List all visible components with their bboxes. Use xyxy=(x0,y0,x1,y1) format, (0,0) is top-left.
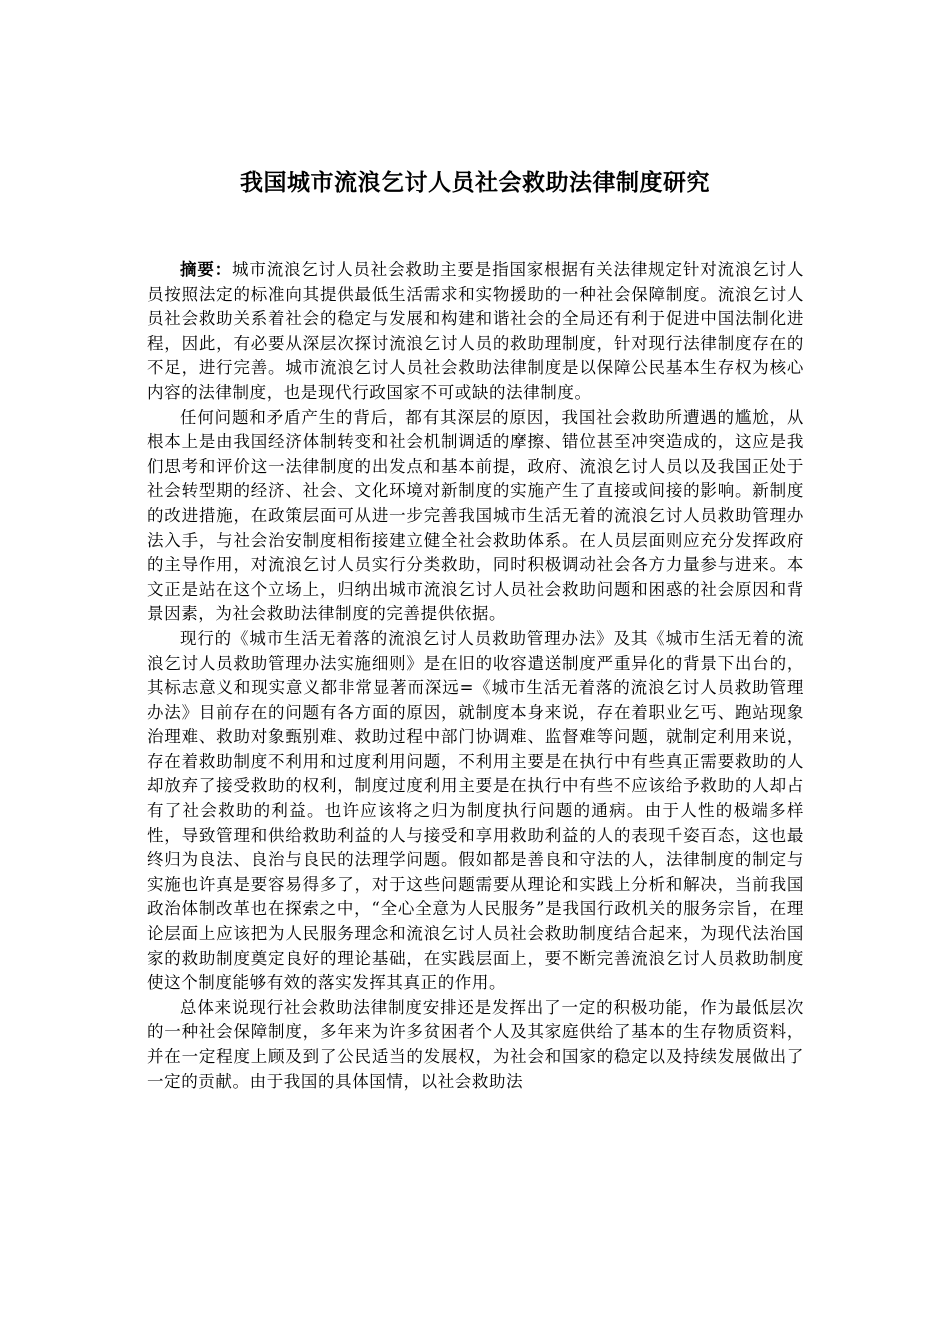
abstract-text: 城市流浪乞讨人员社会救助主要是指国家根据有关法律规定针对流浪乞讨人员按照法定的标准向其提供最低生活需求和实物援助的一种社会保障制度。流浪乞讨人员社会救助关系着社会的稳定与发展和构建和谐社会的全局还有利于促进中国法制化进程，因此，有必要从深层次探讨流浪乞讨人员的救助理制度，针对现行法律制度存在的不足，进行完善。城市流浪乞讨人员社会救助法律制度是以保障公民基本生存权为核心内容的法律制度，也是现代行政国家不可或缺的法律制度。 xyxy=(147,260,804,402)
document-title: 我国城市流浪乞讨人员社会救助法律制度研究 xyxy=(240,170,710,196)
document-body xyxy=(147,258,804,1094)
abstract-label: 摘要： xyxy=(180,260,233,279)
body-paragraph-1: 任何问题和矛盾产生的背后，都有其深层的原因，我国社会救助所遭遇的尴尬，从根本上是由我国经济体制转变和社会机制调适的摩擦、错位甚至冲突造成的，这应是我们思考和评价这一法律制度的出发点和基本前提，政府、流浪乞讨人员以及我国正处于社会转型期的经济、社会、文化环境对新制度的实施产生了直接或间接的影响。新制度的改进措施，在政策层面可从进一步完善我国城市生活无着的流浪乞讨人员救助管理办法入手，与社会治安制度相衔接建立健全社会救助体系。在人员层面则应充分发挥政府的主导作用，对流浪乞讨人员实行分类救助，同时积极调动社会各方力量参与进来。本文正是站在这个立场上，归纳出城市流浪乞讨人员社会救助问题和困惑的社会原因和背景因素，为社会救助法律制度的完善提供依据。 xyxy=(147,407,804,624)
body-paragraph-2: 现行的《城市生活无着落的流浪乞讨人员救助管理办法》及其《城市生活无着的流浪乞讨人员救助管理办法实施细则》是在旧的收容遣送制度严重异化的背景下出台的，其标志意义和现实意义都非常显著而深远=《城市生活无着落的流浪乞讨人员救助管理办法》目前存在的问题有各方面的原因，就制度本身来说，存在着职业乞丐、跑站现象治理难、救助对象甄别难、救助过程中部门协调难、监督难等问题，就制定利用来说，存在着救助制度不利用和过度利用问题，不利用主要是在执行中有些真正需要救助的人却放弃了接受救助的权利，制度过度利用主要是在执行中有些不应该给予救助的人却占有了社会救助的利益。也许应该将之归为制度执行问题的通病。由于人性的极端多样性，导致管理和供给救助利益的人与接受和享用救助利益的人的表现千姿百态，这也最终归为良法、良治与良民的法理学问题。假如都是善良和守法的人，法律制度的制定与实施也许真是要容易得多了，对于这些问题需要从理论和实践上分析和解决，当前我国政治体制改革也在探索之中，“全心全意为人民服务”是我国行政机关的服务宗旨，在理论层面上应该把为人民服务理念和流浪乞讨人员社会救助制度结合起来，为现代法治国家的救助制度奠定良好的理论基础，在实践层面上，要不断完善流浪乞讨人员救助制度使这个制度能够有效的落实发挥其真正的作用。 xyxy=(147,628,804,993)
body-paragraph-3: 总体来说现行社会救助法律制度安排还是发挥出了一定的积极功能，作为最低层次的一种社会保障制度，多年来为许多贫困者个人及其家庭供给了基本的生存物质资料，并在一定程度上顾及到了公民适当的发展权，为社会和国家的稳定以及持续发展做出了一定的贡献。由于我国的具体国情，以社会救助法 xyxy=(147,997,804,1091)
abstract-paragraph xyxy=(147,258,804,406)
